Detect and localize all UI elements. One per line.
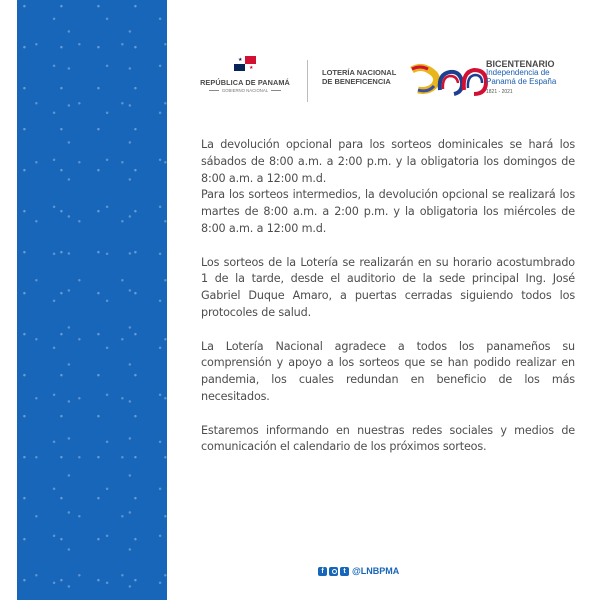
bicentennial-years: 1821 - 2021 <box>486 89 513 95</box>
paragraph-intermediate-returns: Para los sorteos intermedios, la devolución opcional se realizará los martes de 8:00 a.m. a 2:00 p.m. y la obligatoria los miércoles de 8:00 a.m. a 12:00 m.d. <box>201 188 575 235</box>
paragraph-information: Estaremos informando en nuestras redes sociales y medios de comunicación el calendario de los próximos sorteos. <box>201 423 575 454</box>
bicentennial-ribbon-logo <box>410 60 490 100</box>
decorative-blue-panel <box>17 0 167 600</box>
bicentennial-title: BICENTENARIO <box>486 59 555 69</box>
social-handle[interactable]: @LNBPMA <box>352 566 400 576</box>
paragraph-sunday-returns: La devolución opcional para los sorteos dominicales se hará los sábados de 8:00 a.m. a 2:00 p.m. y la obligatoria los domingos de 8:00 a.m. a 12:00 m.d. <box>201 138 575 185</box>
government-logo <box>196 56 294 93</box>
bicentennial-line1: Independencia de <box>486 68 550 77</box>
panama-flag-icon: ★ ★ <box>234 56 256 71</box>
header-divider <box>307 60 308 102</box>
twitter-icon[interactable]: t <box>340 567 349 576</box>
facebook-icon[interactable]: f <box>318 567 327 576</box>
announcement-body <box>201 137 575 456</box>
government-name: REPÚBLICA DE PANAMÁ <box>200 78 290 87</box>
government-subtitle-row <box>196 88 294 93</box>
lottery-logo-text <box>322 68 396 86</box>
lottery-name-line2: DE BENEFICENCIA <box>322 77 391 86</box>
paragraph-thanks: La Lotería Nacional agradece a todos los panameños su comprensión y apoyo a los sorteos que se han podido realizar en pandemia, los cuales redundan en beneficio de los más necesitados. <box>201 339 575 403</box>
paragraph-draw-schedule: Los sorteos de la Lotería se realizarán en su horario acostumbrado 1 de la tarde, desde el auditorio de la sede principal Ing. José Gabriel Duque Amaro, a puertas cerradas siguiendo todos los protocoles de salud. <box>201 255 575 319</box>
government-subtitle: GOBIERNO NACIONAL <box>221 88 269 93</box>
bicentennial-logo-text <box>486 59 556 96</box>
lottery-name-line1: LOTERÍA NACIONAL <box>322 68 397 77</box>
social-footer <box>318 566 399 576</box>
bicentennial-line2: Panamá de España <box>486 76 557 86</box>
instagram-icon[interactable] <box>329 567 338 576</box>
